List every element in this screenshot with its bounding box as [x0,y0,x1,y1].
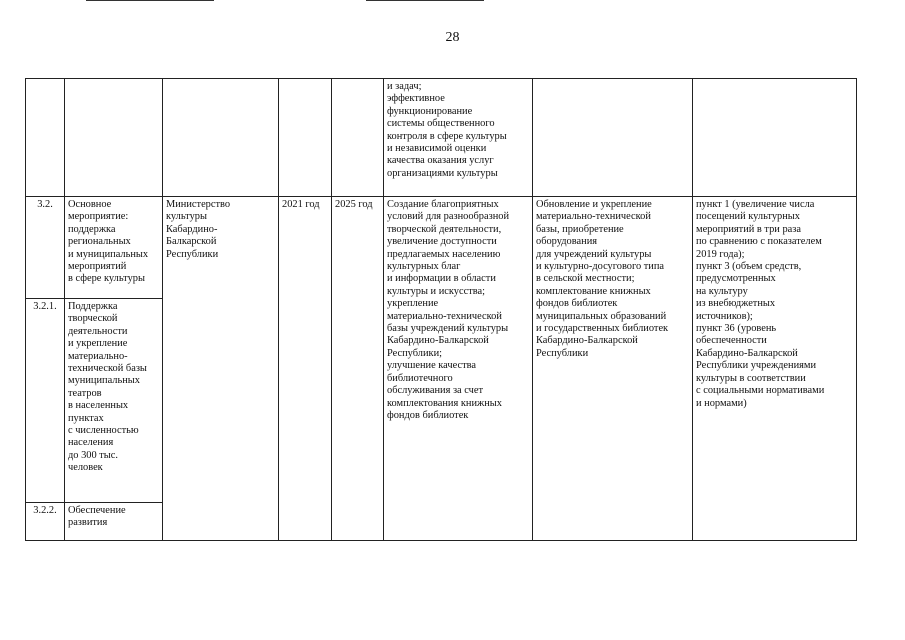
program-events-table [25,78,857,541]
cell-number [26,79,65,197]
top-rule-left [86,0,214,1]
event-number: 3.2. [26,197,65,299]
main-event-row [26,197,857,299]
event-name: Основное мероприятие: поддержка региональных и муниципальных мероприятий в сфере культуры [65,197,163,299]
event-start-year: 2021 год [279,197,332,541]
cell-name [65,79,163,197]
sub-event-name: Обеспечение развития [65,503,163,541]
page-number: 28 [445,30,460,45]
cell-expected-result: и задач; эффективное функционирование системы общественного контроля в сфере культуры и независимой оценки качества оказания услуг организациями культуры [384,79,533,197]
top-rule-right [366,0,484,1]
cell-start [279,79,332,197]
cell-end [332,79,384,197]
continuation-row [26,79,857,197]
sub-event-number: 3.2.2. [26,503,65,541]
cell-indicators [693,79,857,197]
event-end-year: 2025 год [332,197,384,541]
cell-directions [533,79,693,197]
sub-event-name: Поддержка творческой деятельности и укрепление материально- технической базы муниципальных театров в населенных пунктах с численностью населения до 300 тыс. человек [65,299,163,503]
cell-executor [163,79,279,197]
event-main-directions: Обновление и укрепление материально-технической базы, приобретение оборудования для учреждений культуры и культурно-досугового типа в сельской местности; комплектование книжных фондов библиотек муниципальных образований и государственных библиотек Кабардино-Балкарской Республики [533,197,693,541]
sub-event-number: 3.2.1. [26,299,65,503]
event-expected-result: Создание благоприятных условий для разнообразной творческой деятельности, увеличение доступности предлагаемых населению культурных благ и информации в области культуры и искусства; укрепление материально-технической базы учреждений культуры Кабардино-Балкарской Республики; улучшение качества библиотечного обслуживания за счет комплектования книжных фондов библиотек [384,197,533,541]
event-indicators: пункт 1 (увеличение числа посещений культурных мероприятий в три раза по сравнению с показателем 2019 года); пункт 3 (объем средств, предусмотренных на культуру из внебюджетных источников); пункт 36 (уровень обеспеченности Кабардино-Балкарской Республики учреждениями культуры в соответствии с социальными нормативами и нормами) [693,197,857,541]
event-executor: Министерство культуры Кабардино- Балкарской Республики [163,197,279,541]
